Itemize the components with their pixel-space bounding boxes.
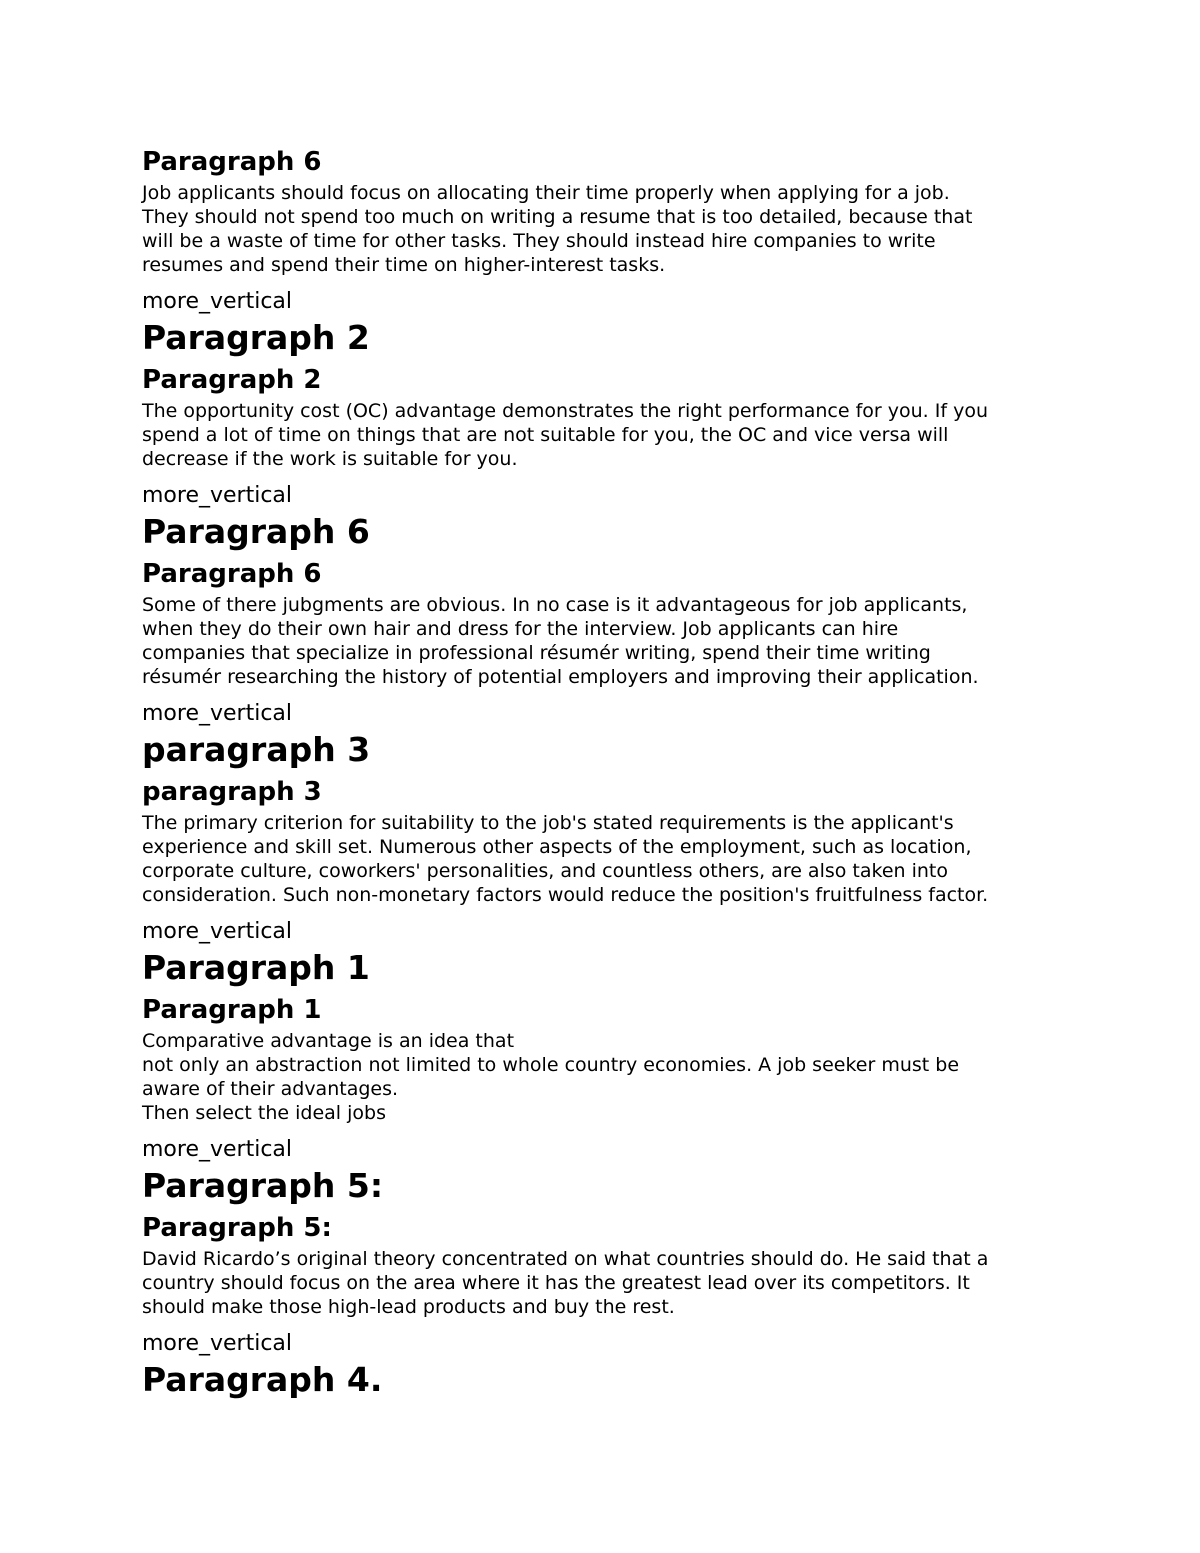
- section-heading: Paragraph 6: [142, 512, 370, 551]
- section-heading: Paragraph 5:: [142, 1166, 384, 1205]
- section-heading: Paragraph 4.: [142, 1360, 383, 1399]
- body-line: when they do their own hair and dress for the interview. Job applicants can hire: [142, 618, 899, 640]
- body-line: corporate culture, coworkers' personalities, and countless others, are also taken into: [142, 860, 949, 882]
- section-heading: Paragraph 1: [142, 948, 370, 987]
- body-line: decrease if the work is suitable for you.: [142, 448, 518, 470]
- more-vertical-label: more_vertical: [142, 289, 293, 314]
- body-line: The opportunity cost (OC) advantage demonstrates the right performance for you. If you: [142, 400, 988, 422]
- body-line: The primary criterion for suitability to the job's stated requirements is the applicant's: [142, 812, 954, 834]
- body-line: Some of there jubgments are obvious. In no case is it advantageous for job applicants,: [142, 594, 968, 616]
- document-page: [142, 143, 1082, 1403]
- more-vertical-label: more_vertical: [142, 701, 293, 726]
- section-subheading: Paragraph 2: [142, 365, 322, 395]
- section-paragraph-2: [142, 315, 1082, 471]
- more-vertical-label: more_vertical: [142, 483, 293, 508]
- body-line: not only an abstraction not limited to whole country economies. A job seeker must be: [142, 1054, 960, 1076]
- section-subheading: paragraph 3: [142, 777, 322, 807]
- section-body: [142, 1247, 1082, 1319]
- body-line: experience and skill set. Numerous other aspects of the employment, such as location,: [142, 836, 972, 858]
- section-subheading: Paragraph 5:: [142, 1213, 332, 1243]
- more-vertical-label: more_vertical: [142, 919, 293, 944]
- section-body: [142, 811, 1082, 907]
- body-line: They should not spend too much on writing a resume that is too detailed, because that: [142, 206, 973, 228]
- section-body: [142, 593, 1082, 689]
- section-heading: paragraph 3: [142, 730, 371, 769]
- body-line: consideration. Such non-monetary factors would reduce the position's fruitfulness factor.: [142, 884, 989, 906]
- section-body: [142, 181, 1082, 277]
- body-line: résumér researching the history of potential employers and improving their application.: [142, 666, 979, 688]
- body-line: will be a waste of time for other tasks. They should instead hire companies to write: [142, 230, 936, 252]
- body-line: resumes and spend their time on higher-interest tasks.: [142, 254, 666, 276]
- body-line: Comparative advantage is an idea that: [142, 1030, 515, 1052]
- section-paragraph-6-first: [142, 143, 1082, 277]
- body-line: aware of their advantages.: [142, 1078, 399, 1100]
- section-body: [142, 399, 1082, 471]
- more-vertical-label: more_vertical: [142, 1137, 293, 1162]
- body-line: should make those high-lead products and buy the rest.: [142, 1296, 675, 1318]
- section-paragraph-4: [142, 1357, 1082, 1403]
- section-heading: Paragraph 2: [142, 318, 370, 357]
- body-line: companies that specialize in professional résumér writing, spend their time writing: [142, 642, 931, 664]
- body-line: Job applicants should focus on allocating their time properly when applying for a job.: [142, 182, 950, 204]
- section-paragraph-3: [142, 727, 1082, 907]
- body-line: country should focus on the area where it has the greatest lead over its competitors. It: [142, 1272, 970, 1294]
- section-subheading: Paragraph 6: [142, 559, 322, 589]
- more-vertical-label: more_vertical: [142, 1331, 293, 1356]
- section-body: [142, 1029, 1082, 1125]
- body-line: Then select the ideal jobs: [142, 1102, 386, 1124]
- body-line: spend a lot of time on things that are not suitable for you, the OC and vice versa will: [142, 424, 949, 446]
- body-line: David Ricardo’s original theory concentrated on what countries should do. He said that a: [142, 1248, 989, 1270]
- section-paragraph-1: [142, 945, 1082, 1125]
- section-subheading: Paragraph 6: [142, 147, 322, 177]
- section-paragraph-6: [142, 509, 1082, 689]
- section-paragraph-5: [142, 1163, 1082, 1319]
- section-subheading: Paragraph 1: [142, 995, 322, 1025]
